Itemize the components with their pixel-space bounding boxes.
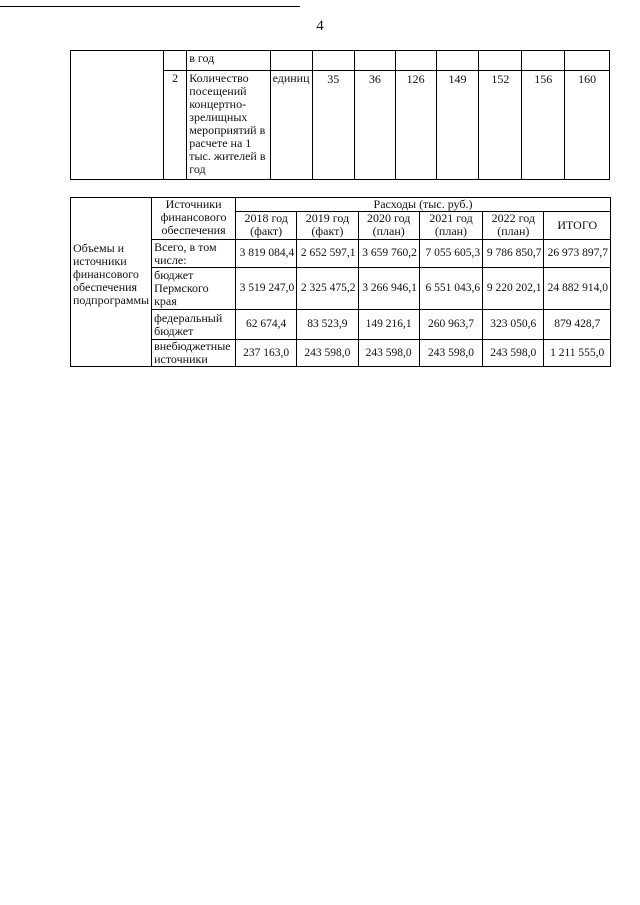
value-cell: 243 598,0 — [358, 340, 419, 367]
year-header: 2018 год (факт) — [236, 212, 297, 240]
value-cell: 2 325 475,2 — [297, 268, 358, 310]
value-cell: 6 551 043,6 — [419, 268, 482, 310]
value-cell: 3 819 084,4 — [236, 240, 297, 268]
value-cell: 879 428,7 — [544, 310, 611, 340]
expenses-header: Расходы (тыс. руб.) — [236, 198, 611, 212]
empty-cell — [71, 51, 164, 180]
row-label: Всего, в том числе: — [152, 240, 236, 268]
value-cell: 1 211 555,0 — [544, 340, 611, 367]
value-cell: 36 — [355, 71, 396, 180]
value-cell: 237 163,0 — [236, 340, 297, 367]
year-header: 2019 год (факт) — [297, 212, 358, 240]
finance-table — [70, 197, 611, 367]
value-cell: 260 963,7 — [419, 310, 482, 340]
total-header: ИТОГО — [544, 212, 611, 240]
year-header: 2022 год (план) — [483, 212, 544, 240]
indicator-name-continued: в год — [187, 51, 270, 71]
indicator-name: Количество посещений концертно-зрелищных мероприятий в расчете на 1 тыс. жителей в год — [187, 71, 270, 180]
value-cell: 7 055 605,3 — [419, 240, 482, 268]
table-row — [71, 310, 611, 340]
value-cell: 160 — [565, 71, 610, 180]
value-cell: 3 266 946,1 — [358, 268, 419, 310]
row-number: 2 — [163, 71, 186, 180]
value-cell: 149 216,1 — [358, 310, 419, 340]
value-cell: 152 — [479, 71, 522, 180]
row-label: федеральный бюджет — [152, 310, 236, 340]
row-label: бюджет Пермского края — [152, 268, 236, 310]
year-header: 2020 год (план) — [358, 212, 419, 240]
finance-title: Объемы и источники финансового обеспечения подпрограммы — [71, 198, 152, 367]
value-cell: 2 652 597,1 — [297, 240, 358, 268]
value-cell: 3 519 247,0 — [236, 268, 297, 310]
value-cell: 243 598,0 — [297, 340, 358, 367]
year-header: 2021 год (план) — [419, 212, 482, 240]
table-row — [71, 268, 611, 310]
value-cell: 9 220 202,1 — [483, 268, 544, 310]
value-cell: 35 — [312, 71, 355, 180]
value-cell: 323 050,6 — [483, 310, 544, 340]
value-cell: 243 598,0 — [483, 340, 544, 367]
empty-cell — [163, 51, 186, 71]
value-cell: 9 786 850,7 — [483, 240, 544, 268]
sources-header: Источники финансового обеспечения — [152, 198, 236, 240]
value-cell: 126 — [395, 71, 436, 180]
table-row — [71, 198, 611, 212]
table-row — [71, 340, 611, 367]
top-rule — [0, 6, 300, 7]
value-cell: 26 973 897,7 — [544, 240, 611, 268]
table-row — [71, 240, 611, 268]
unit-cell: единиц — [270, 71, 312, 180]
value-cell: 156 — [522, 71, 565, 180]
indicator-table — [70, 50, 610, 180]
value-cell: 149 — [436, 71, 479, 180]
row-label: внебюджетные источники — [152, 340, 236, 367]
value-cell: 3 659 760,2 — [358, 240, 419, 268]
page-number: 4 — [316, 18, 324, 34]
table-row — [71, 51, 610, 71]
value-cell: 62 674,4 — [236, 310, 297, 340]
value-cell: 83 523,9 — [297, 310, 358, 340]
value-cell: 24 882 914,0 — [544, 268, 611, 310]
value-cell: 243 598,0 — [419, 340, 482, 367]
